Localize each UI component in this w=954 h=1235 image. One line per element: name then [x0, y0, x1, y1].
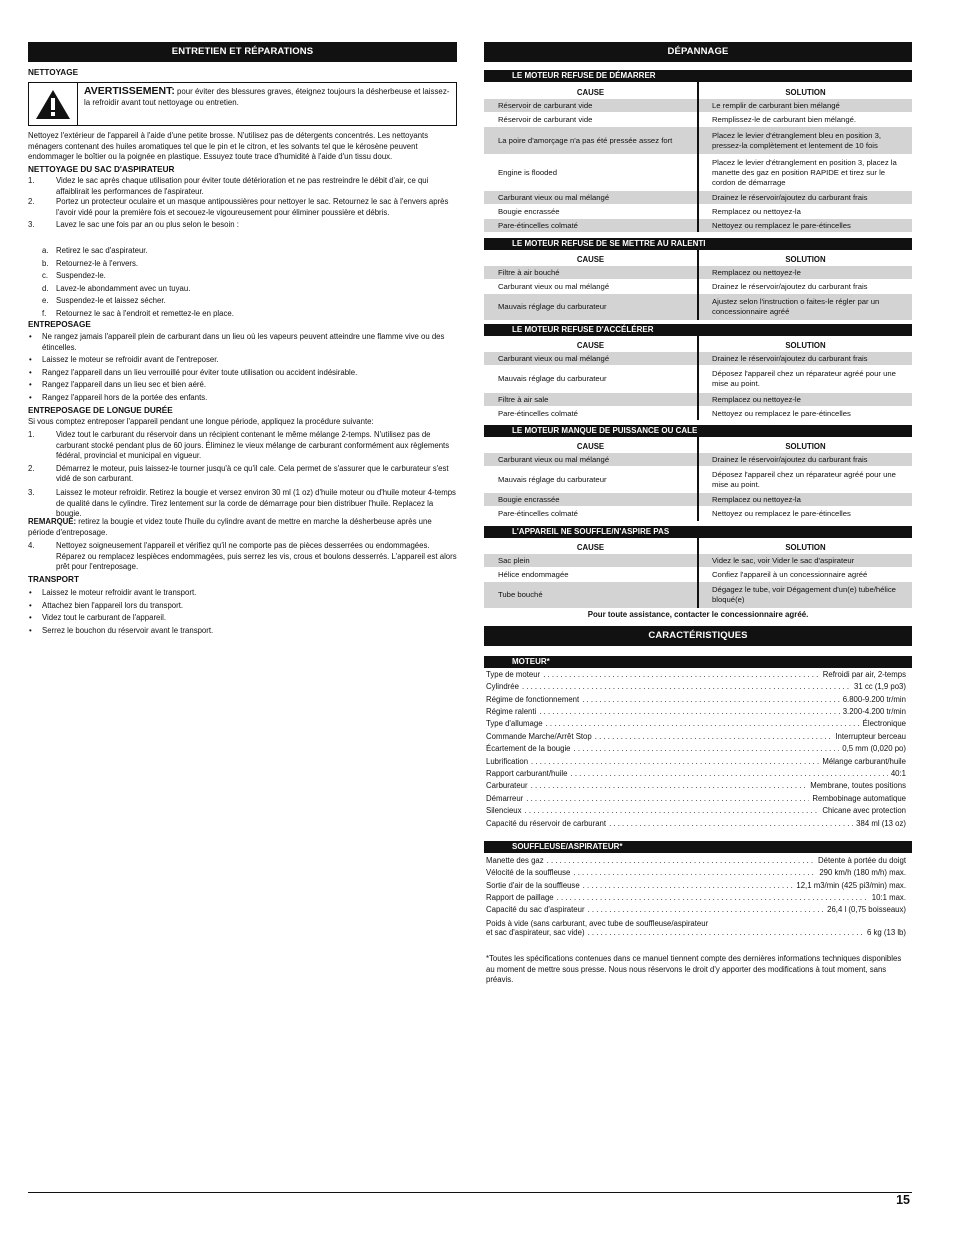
- list-item: 1. Videz tout le carburant du réservoir dans un récipient contenant le même mélange 2-temps. N'utilisez pas de carburant stocké pendant plus de 60 jours. Éliminez le vieux mélange de carburant conformément aux règlements fédéral, provincial et municipal en vigueur.: [28, 430, 450, 461]
- table-row: Pare-étincelles colmaté Nettoyez ou remplacez le pare-étincelles: [484, 219, 912, 232]
- table-row: Carburant vieux ou mal mélangé Drainez le réservoir/ajoutez du carburant frais: [484, 191, 912, 204]
- footer-rule: [28, 1192, 912, 1193]
- warning-label: AVERTISSEMENT:: [84, 85, 175, 97]
- list-item: 2. Portez un protecteur oculaire et un masque antipoussières pour nettoyer le sac. Retournez le sac à l'envers après l'avoir vidé pour la première fois et secouez-le vigoureusement pour éliminer poussière et débris.: [28, 197, 449, 217]
- table-row: La poire d'amorçage n'a pas été pressée assez fort Placez le levier d'étranglement bleu en position 3, pressez-la complètement et lentement de 10 fois: [484, 127, 912, 154]
- table-row: Carburant vieux ou mal mélangé Drainez le réservoir/ajoutez du carburant frais: [484, 352, 912, 365]
- table-row: Filtre à air bouché Remplacez ou nettoyez-le: [484, 266, 912, 279]
- table-title: LE MOTEUR MANQUE DE PUISSANCE OU CALE: [484, 425, 912, 437]
- list-item: • Laissez le moteur se refroidir avant de l'entreposer.: [29, 355, 219, 365]
- bag-steps: [28, 176, 457, 231]
- list-item: • Attachez bien l'appareil lors du transport.: [29, 600, 184, 610]
- spec-row: Capacité du réservoir de carburant . . . 384 ml (13 oz): [486, 818, 906, 830]
- spec-row: Écartement de la bougie . . . 0,5 mm (0,020 po): [486, 743, 906, 755]
- list-item: • Ne rangez jamais l'appareil plein de carburant dans un lieu où les vapeurs peuvent atteindre une flamme vive ou des étincelles.: [29, 332, 445, 352]
- table-row: Filtre à air sale Remplacez ou nettoyez-le: [484, 393, 912, 406]
- specifications-header: CARACTÉRISTIQUES: [484, 626, 912, 646]
- spec-row: Capacité du sac d'aspirateur . . . 26,4 l (0,75 boisseaux): [486, 904, 906, 916]
- table-header: CAUSE SOLUTION: [576, 255, 826, 264]
- spec-row: Lubrification . . . Mélange carburant/huile: [486, 756, 906, 768]
- list-item: 4. Nettoyez soigneusement l'appareil et vérifiez qu'il ne comporte pas de pièces desserrées ou endommagées. Réparez ou remplacez lespièces endommagées, puis serrez les vis, crous et boulons desserrés. L'appareil est alors prêt pour l'entreposage.: [28, 541, 457, 572]
- remark-label: REMARQUE:: [28, 517, 77, 526]
- table-header: CAUSE SOLUTION: [576, 341, 826, 350]
- table-row: Pare-étincelles colmaté Nettoyez ou remplacez le pare-étincelles: [498, 508, 851, 518]
- table-row: Mauvais réglage du carburateur Ajustez selon l'instruction o faites-le régler par un concessionnaire agréé: [484, 294, 912, 320]
- spec-row: et sac d'aspirateur, sac vide) . . . 6 kg (13 lb): [486, 927, 906, 939]
- spec-footnote: *Toutes les spécifications contenues dans ce manuel tiennent compte des dernières informations techniques disponibles au moment de mettre sous presse. Nous nous réservons le droit d'y apporter des modifications à tout moment, sans préavis.: [486, 954, 902, 985]
- spec-row: Rapport de paillage . . . 10:1 max.: [486, 892, 906, 904]
- storage-items: [28, 332, 457, 404]
- table-title: LE MOTEUR REFUSE DE SE METTRE AU RALENTI: [484, 238, 912, 250]
- spec-row: Vélocité de la souffleuse . . . 290 km/h (180 m/h) max.: [486, 867, 906, 879]
- table-row: Carburant vieux ou mal mélangé Drainez le réservoir/ajoutez du carburant frais: [498, 281, 868, 291]
- weight-label-line1: Poids à vide (sans carburant, avec tube de souffleuse/aspirateur: [486, 919, 709, 928]
- warning-body: pour éviter des blessures graves, éteignez toujours la désherbeuse et laissez-la refroidir avant tout nettoyage ou entretien.: [84, 87, 450, 107]
- list-item: d. Lavez-le abondamment avec un tuyau.: [42, 283, 191, 293]
- maintenance-header: ENTRETIEN ET RÉPARATIONS: [28, 42, 457, 62]
- table-header: CAUSE SOLUTION: [576, 88, 826, 97]
- table-title: L'APPAREIL NE SOUFFLE/N'ASPIRE PAS: [484, 526, 912, 538]
- list-item: • Rangez l'appareil dans un lieu sec et bien aéré.: [29, 380, 207, 390]
- table-row: Hélice endommagée Confiez l'appareil à un concessionnaire agréé: [498, 569, 868, 579]
- list-item: a. Retirez le sac d'aspirateur.: [42, 246, 148, 255]
- table-row: Pare-étincelles colmaté Nettoyez ou remplacez le pare-étincelles: [498, 408, 851, 418]
- list-item: • Videz tout le carburant de l'appareil.: [29, 613, 167, 622]
- list-item: 2. Démarrez le moteur, puis laissez-le tourner jusqu'à ce qu'il cale. Cela permet de s'assurer que le carburateur s'est vidé de son carburant.: [28, 463, 449, 484]
- list-item: f. Retournez le sac à l'endroit et remettez-le en place.: [42, 308, 234, 318]
- spec-row: Silencieux . . . Chicane avec protection: [486, 805, 906, 817]
- list-item: 1. Videz le sac après chaque utilisation pour éviter toute détérioration et ne pas restreindre le débit d'air, ce qui affaiblirait les performances de l'aspirateur.: [28, 176, 429, 196]
- list-item: • Rangez l'appareil dans un lieu verrouillé pour éviter toute utilisation ou accident indésirable.: [29, 367, 358, 377]
- long-storage-intro: Si vous comptez entreposer l'appareil pendant une longue période, appliquez la procédure suivante:: [28, 417, 374, 426]
- list-item: b. Retournez-le à l'envers.: [42, 258, 139, 268]
- table-header: CAUSE SOLUTION: [576, 442, 826, 451]
- spec-row: Manette des gaz . . . Détente à portée du doigt: [486, 855, 906, 867]
- cleaning-text: Nettoyez l'extérieur de l'appareil à l'aide d'une petite brosse. N'utilisez pas de détergents concentrés. Les nettoyants ménagers contenant des huiles aromatiques tel que le pin et le citron, et les solvants tel que le kérosène peuvent endommager le boîtier ou la poignée en plastique. Essuyez toute trace d'humidité à l'aide d'un tissu doux.: [28, 131, 429, 162]
- transport-title: TRANSPORT: [28, 575, 79, 584]
- table-header: CAUSE SOLUTION: [576, 543, 826, 552]
- warning-triangle-icon: [29, 83, 77, 125]
- long-storage-step4: [28, 541, 457, 573]
- troubleshooting-header: DÉPANNAGE: [484, 42, 912, 62]
- spec-row: Carburateur . . . Membrane, toutes positions: [486, 780, 906, 792]
- table-row: Bougie encrassée Remplacez ou nettoyez-la: [498, 206, 801, 216]
- warning-text: [84, 86, 452, 108]
- list-item: 3. Lavez le sac une fois par an ou plus selon le besoin :: [28, 220, 239, 230]
- spec-row: Commande Marche/Arrêt Stop . . . Interrupteur berceau: [486, 731, 906, 743]
- bag-cleaning-title: NETTOYAGE DU SAC D'ASPIRATEUR: [28, 165, 175, 174]
- assistance-note: Pour toute assistance, contacter le concessionnaire agréé.: [587, 610, 809, 619]
- long-storage-title: ENTREPOSAGE DE LONGUE DURÉE: [28, 406, 173, 415]
- spec-row: Sortie d'air de la souffleuse . . . 12,1 m3/min (425 pi3/min) max.: [486, 880, 906, 892]
- table-row: Carburant vieux ou mal mélangé Drainez le réservoir/ajoutez du carburant frais: [484, 453, 912, 466]
- long-storage-steps: [28, 430, 457, 520]
- list-item: e. Suspendez-le et laissez sécher.: [42, 296, 166, 305]
- warning-icon-cell: [29, 83, 78, 125]
- spec-row: Rapport carburant/huile . . . 40:1: [486, 768, 906, 780]
- table-row: Bougie encrassée Remplacez ou nettoyez-la: [484, 493, 912, 506]
- list-item: • Laissez le moteur refroidir avant le transport.: [29, 588, 197, 597]
- cleaning-title: NETTOYAGE: [28, 68, 79, 77]
- warning-box: [28, 82, 457, 126]
- list-item: • Rangez l'appareil hors de la portée des enfants.: [29, 392, 208, 402]
- spec-row: Régime de fonctionnement . . . 6.800-9.200 tr/min: [486, 694, 906, 706]
- storage-title: ENTREPOSAGE: [28, 320, 91, 329]
- spec-row: Démarreur . . . Rembobinage automatique: [486, 793, 906, 805]
- table-row: Mauvais réglage du carburateur Déposez l'appareil chez un réparateur agréé pour une mise au point.: [498, 369, 896, 388]
- list-item: • Serrez le bouchon du réservoir avant le transport.: [29, 625, 214, 635]
- blower-title: SOUFFLEUSE/ASPIRATEUR*: [484, 841, 912, 853]
- spec-row: Type d'allumage . . . Électronique: [486, 718, 906, 730]
- transport-items: [28, 587, 457, 637]
- remark-text: retirez la bougie et videz toute l'huile du cylindre avant de mettre en marche la désherbeuse après une période d'entreposage.: [28, 517, 432, 537]
- remark: [28, 517, 457, 538]
- table-row: Mauvais réglage du carburateur Déposez l'appareil chez un réparateur agréé pour une mise au point.: [498, 470, 896, 489]
- table-title: LE MOTEUR REFUSE DE DÉMARRER: [484, 70, 912, 82]
- table-row: Réservoir de carburant vide Remplissez-le de carburant bien mélangé.: [498, 114, 857, 124]
- spec-row: Régime ralenti . . . 3.200-4.200 tr/min: [486, 706, 906, 718]
- table-row: Tube bouché Dégagez le tube, voir Dégagement d'un(e) tube/hélice bloqué(e): [484, 582, 912, 608]
- engine-title: MOTEUR*: [484, 656, 912, 668]
- bag-substeps: [28, 245, 457, 320]
- spec-row: Cylindrée . . . 31 cc (1,9 po3): [486, 681, 906, 693]
- spec-row: Type de moteur . . . Refroidi par air, 2-temps: [486, 669, 906, 681]
- table-row: Engine is flooded Placez le levier d'étranglement en position 3, placez la manette des gaz en position RAPIDE et tirez sur le cordon de démarrage: [498, 158, 897, 187]
- table-row: Réservoir de carburant vide Le remplir de carburant bien mélangé: [484, 99, 912, 112]
- list-item: c. Suspendez-le.: [42, 271, 106, 280]
- list-item: 3. Laissez le moteur refroidir. Retirez la bougie et versez environ 30 ml (1 oz) d'huile moteur ou d'huile moteur 4-temps de qualité dans le cylindre. Tirez lentement sur la corde de démarrage pour bien distribuer l'huile. Replacez la bougie.: [28, 487, 456, 519]
- table-title: LE MOTEUR REFUSE D'ACCÉLÉRER: [484, 324, 912, 336]
- table-row: Sac plein Videz le sac, voir Vider le sac d'aspirateur: [484, 554, 912, 567]
- page-number: 15: [896, 1193, 910, 1207]
